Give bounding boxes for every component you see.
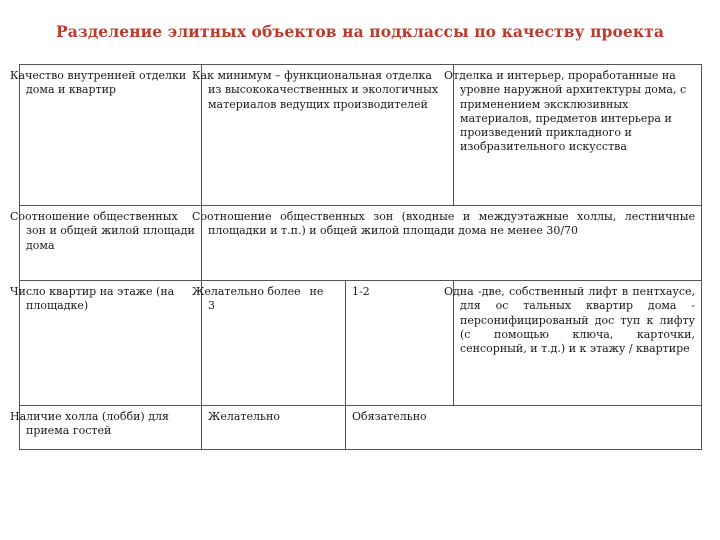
table-row-lobby (20, 406, 702, 450)
row-label-lobby: Наличие холла (лобби) для приема гостей (20, 406, 202, 450)
table-row-ratio (20, 206, 702, 281)
finish-min-cell: Как минимум – функциональная отделка из высококачественных и экологичных материалов ведущих производителей (202, 65, 454, 206)
lobby-max-cell: Обязательно (346, 406, 702, 450)
finish-max-cell: Отделка и интерьер, проработанные на уровне наружной архитектуры дома, с применением эксклюзивных материалов, предметов интерьера и произведений прикладного и изобразительного искусства (454, 65, 702, 206)
row-label-ratio: Соотношение общественных зон и общей жилой площади дома (20, 206, 202, 281)
page-title: Разделение элитных объектов на подклассы по качеству проекта (55, 22, 665, 41)
apartments-max-cell: Одна -две, собственный лифт в пентхаусе, для ос тальных квартир дома - персонифицированый дос туп к лифту (с помощью ключа, карточки, сенсорный, и т.д.) и к этажу / квартире (454, 281, 702, 406)
table-row-apartments (20, 281, 702, 406)
lobby-min-cell: Желательно (202, 406, 346, 450)
apartments-min-cell: Желательно более 3 (202, 281, 310, 406)
apartments-min-suffix: не (310, 281, 346, 406)
row-label-apartments: Число квартир на этаже (на площадке) (20, 281, 202, 406)
table-row-finish (20, 65, 702, 206)
classes-table (10, 64, 702, 450)
apartments-mid-cell: 1-2 (346, 281, 454, 406)
row-label-finish: Качество внутренней отделки дома и квартир (20, 65, 202, 206)
ratio-value-cell: Соотношение общественных зон (входные и междуэтажные холлы, лестничные площадки и т.п.) и общей жилой площади дома не менее 30/70 (202, 206, 702, 281)
